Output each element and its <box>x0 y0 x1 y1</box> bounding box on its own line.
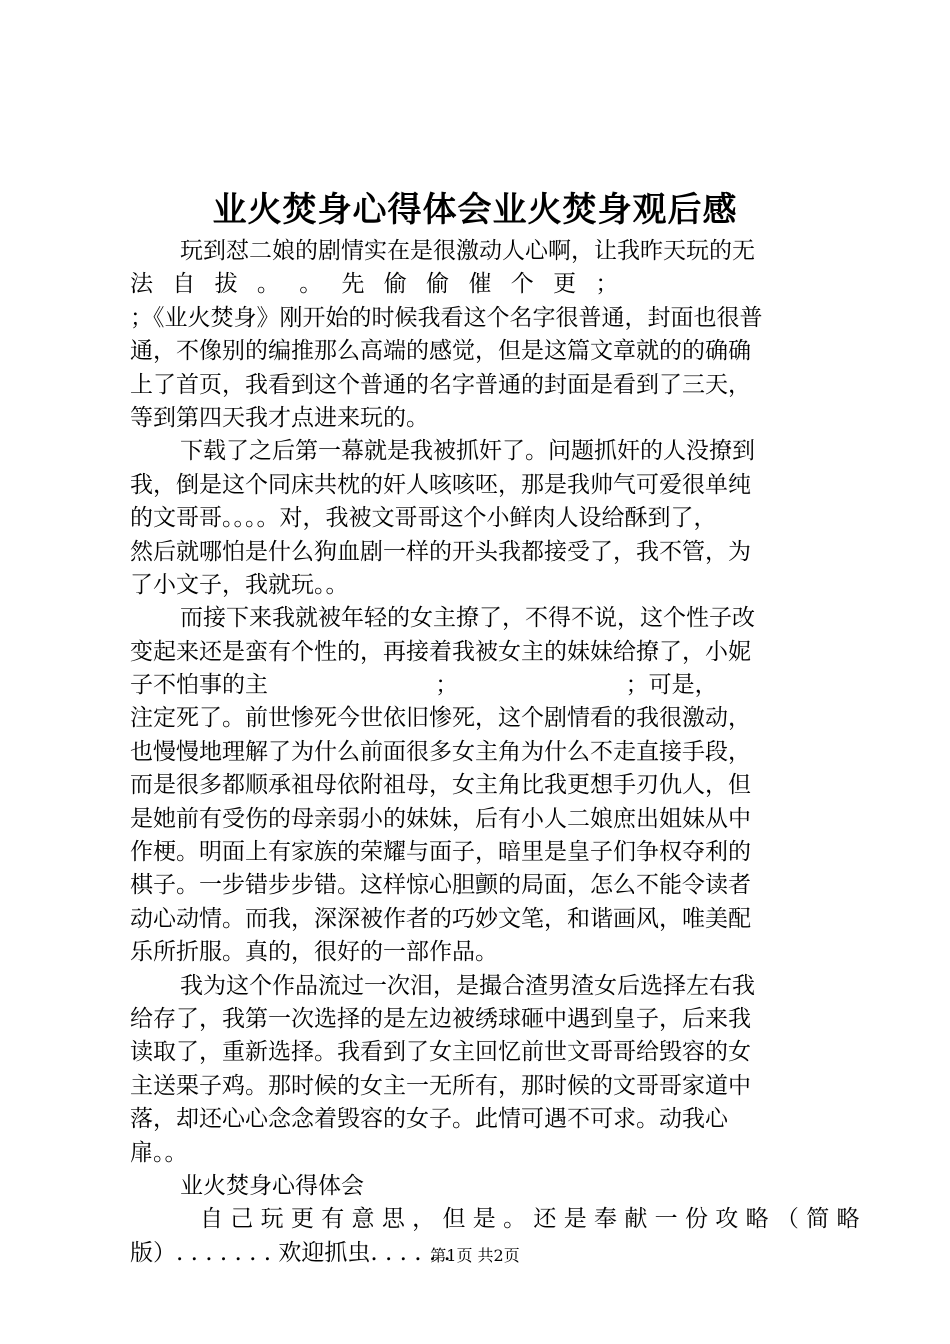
paragraph-line: 版）. . . . . . . 欢迎抓虫. . . . . . <box>130 1239 451 1266</box>
paragraph-line: 棋子。一步错步步错。这样惊心胆颤的局面，怎么不能令读者 <box>130 872 751 899</box>
page-number: 第1页 共2页 <box>430 1246 520 1265</box>
paragraph-line: 动心动情。而我，深深被作者的巧妙文笔，和谐画风，唯美配 <box>130 905 751 932</box>
paragraph-line: 扉。。 <box>130 1139 188 1166</box>
section-heading: 业火焚身心得体会 <box>180 1172 364 1199</box>
paragraph-line: 等到第四天我才点进来玩的。 <box>130 404 429 431</box>
paragraph-line: 玩到怼二娘的剧情实在是很激动人心啊，让我昨天玩的无 <box>180 238 755 264</box>
paragraph-line: 而是很多都顺承祖母依附祖母，女主角比我更想手刃仇人，但 <box>130 772 751 799</box>
paragraph-line: 也慢慢地理解了为什么前面很多女主角为什么不走直接手段， <box>130 738 751 765</box>
paragraph-line: 通，不像别的编推那么高端的感觉，但是这篇文章就的的确确 <box>130 338 751 365</box>
paragraph-line: ；《业火焚身》刚开始的时候我看这个名字很普通，封面也很普 <box>130 304 763 331</box>
paragraph-line: 自 己 玩 更 有 意 思 ， 但 是 。 还 是 奉 献 一 份 攻 略 （ 简 略 <box>200 1206 860 1233</box>
paragraph-line: 变起来还是蛮有个性的，再接着我被女主的妹妹给撩了，小妮 <box>130 638 751 665</box>
paragraph-line: 我为这个作品流过一次泪，是撮合渣男渣女后选择左右我 <box>180 972 755 999</box>
paragraph-line: 给存了，我第一次选择的是左边被绣球砸中遇到皇子，后来我 <box>130 1005 751 1032</box>
paragraph-line: 我，倒是这个同床共枕的奸人咳咳呸，那是我帅气可爱很单纯 <box>130 471 751 498</box>
paragraph-line: 是她前有受伤的母亲弱小的妹妹，后有小人二娘庶出姐妹从中 <box>130 805 751 832</box>
paragraph-line: 读取了，重新选择。我看到了女主回忆前世文哥哥给毁容的女 <box>130 1039 751 1066</box>
paragraph-line: 子不怕事的主 ； ；可是， <box>130 672 718 699</box>
paragraph-line: 乐所折服。真的，很好的一部作品。 <box>130 939 498 966</box>
paragraph-line-text: 法 自 拔 。 。 先 偷 偷 催 个 更 ； <box>130 271 625 298</box>
paragraph-line: 了小文子，我就玩。。 <box>130 571 349 598</box>
document-body <box>130 235 860 1270</box>
paragraph-line: 然后就哪怕是什么狗血剧一样的开头我都接受了，我不管，为 <box>130 538 751 565</box>
paragraph-line: 注定死了。前世惨死今世依旧惨死，这个剧情看的我很激动， <box>130 705 751 732</box>
paragraph-line: 的文哥哥。。。。对，我被文哥哥这个小鲜肉人设给酥到了， <box>130 505 717 532</box>
document-title: 业火焚身心得体会业火焚身观后感 <box>212 190 738 230</box>
paragraph-line: 落，却还心心念念着毁容的女子。此情可遇不可求。动我心 <box>130 1106 728 1133</box>
paragraph-line <box>130 268 830 301</box>
paragraph-line: 而接下来我就被年轻的女主撩了，不得不说，这个性子改 <box>180 605 755 632</box>
paragraph-line: 主送栗子鸡。那时候的女主一无所有，那时候的文哥哥家道中 <box>130 1072 751 1099</box>
paragraph-line: 上了首页，我看到这个普通的名字普通的封面是看到了三天， <box>130 371 751 398</box>
paragraph-line: 作梗。明面上有家族的荣耀与面子，暗里是皇子们争权夺利的 <box>130 839 751 866</box>
paragraph-line: 下载了之后第一幕就是我被抓奸了。问题抓奸的人没撩到 <box>180 438 755 465</box>
